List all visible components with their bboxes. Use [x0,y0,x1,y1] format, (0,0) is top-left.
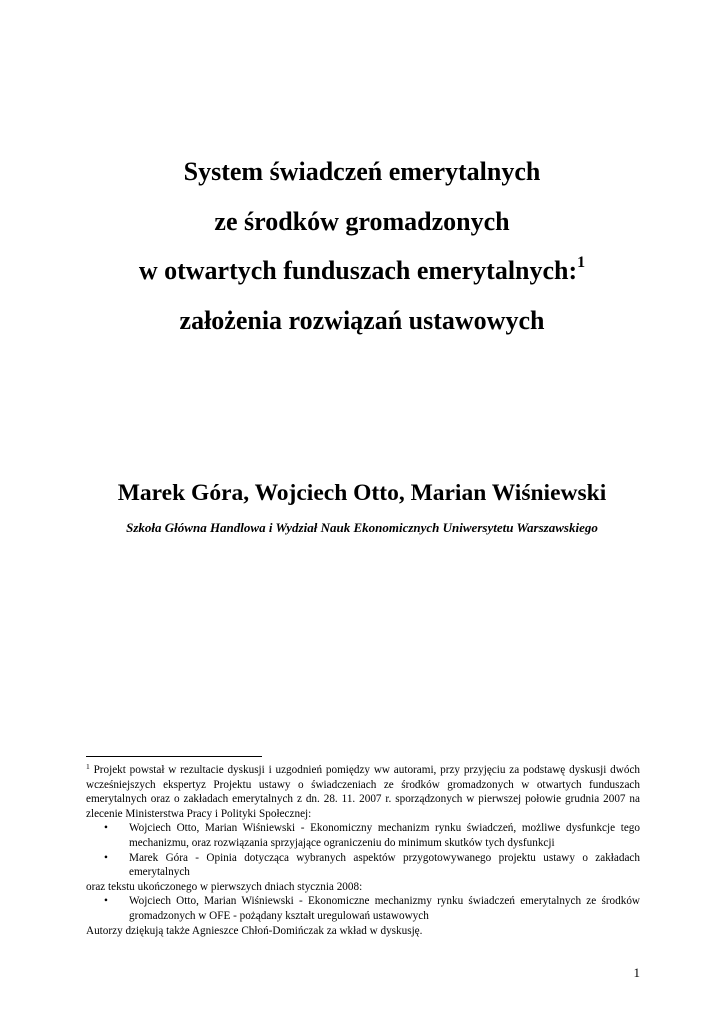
footnote-intro [86,763,640,821]
footnote-intro-text: Projekt powstał w rezultacie dyskusji i uzgodnień pomiędzy ww autorami, przy przyjęciu za podstawę dyskusji dwóch wcześniejszych ekspertyz Projektu ustawy o świadczeniach ze środków gromadzonych w otwartych funduszach emerytalnych oraz o zakładach emerytalnych z dn. 28. 11. 2007 r. sporządzonych w pierwszej połowie grudnia 2007 na zlecenie Ministerstwa Pracy i Polityki Społecznej: [86,764,640,820]
footnote-marker: 1 [86,762,90,771]
title-line-2: ze środków gromadzonych [214,206,510,236]
footnote-list-2 [86,894,640,923]
document-title [60,147,664,345]
list-item-text: Wojciech Otto, Marian Wiśniewski - Ekonomiczne mechanizmy rynku świadczeń emerytalnych ze środków gromadzonych w OFE - pożądany kształt uregulowań ustawowych [129,895,640,922]
footnote-separator [86,756,262,757]
page-number: 1 [633,965,640,980]
bullet-icon: • [104,895,108,908]
list-item [86,894,640,923]
title-line-4: założenia rozwiązań ustawowych [179,305,545,335]
list-item [86,821,640,850]
list-item [86,851,640,880]
footnote-list-1 [86,821,640,879]
title-footnote-marker[interactable]: 1 [577,254,586,271]
affiliation: Szkoła Główna Handlowa i Wydział Nauk Ekonomicznych Uniwersytetu Warszawskiego [126,520,598,535]
footnote-closing: Autorzy dziękują także Agnieszce Chłoń-Domińczak za wkład w dyskusję. [86,924,423,937]
list-item-text: Marek Góra - Opinia dotycząca wybranych aspektów przygotowywanego projektu ustawy o zakładach emerytalnych [129,851,640,879]
list-item-text: Wojciech Otto, Marian Wiśniewski - Ekonomiczny mechanizm rynku świadczeń, możliwe dysfunkcje tego mechanizmu, oraz rozwiązania sprzyjające ograniczeniu do minimum skutków tych dysfunkcji [129,822,640,849]
footnote-middle: oraz tekstu ukończonego w pierwszych dniach stycznia 2008: [86,880,363,893]
authors: Marek Góra, Wojciech Otto, Marian Wiśniewski [117,480,607,506]
title-line-1: System świadczeń emerytalnych [183,157,541,186]
bullet-icon: • [104,822,108,835]
bullet-icon: • [104,851,108,864]
footnote [86,763,640,938]
title-line-3-text: w otwartych funduszach emerytalnych: [138,256,578,285]
title-line-3 [60,246,664,296]
